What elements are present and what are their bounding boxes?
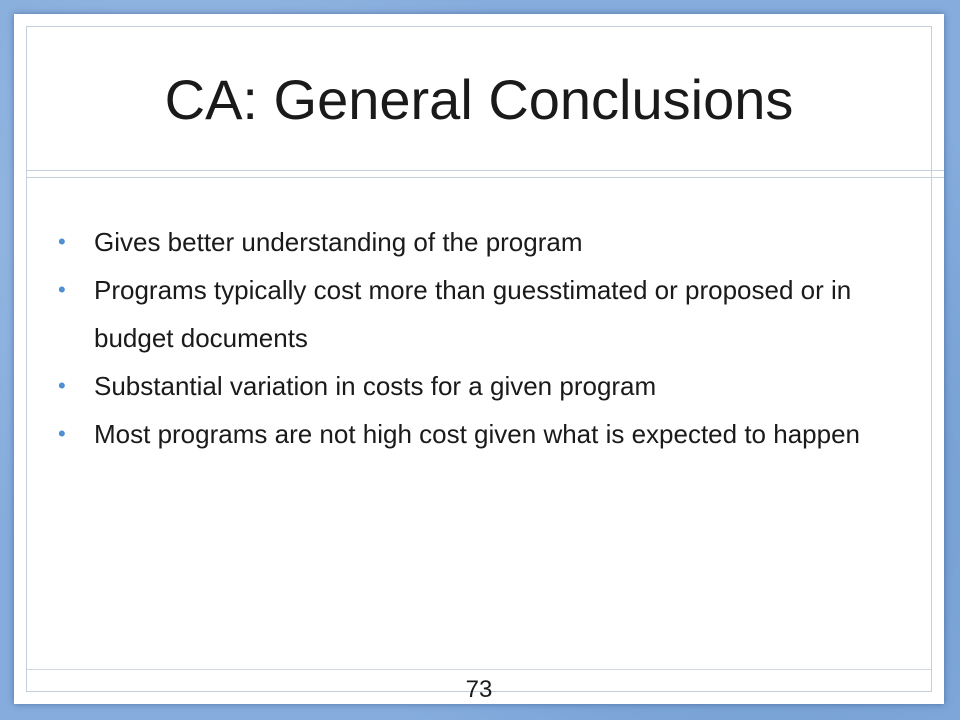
footer-divider <box>27 669 931 670</box>
bullet-list <box>58 218 898 458</box>
bullet-text: Gives better understanding of the program <box>94 227 583 257</box>
title-divider <box>27 170 944 171</box>
bullet-text: Most programs are not high cost given what is expected to happen <box>94 419 860 449</box>
bullet-icon: • <box>58 277 66 302</box>
bullet-text: Programs typically cost more than guesstimated or proposed or in budget documents <box>94 275 852 353</box>
bullet-icon: • <box>58 421 66 446</box>
bullet-item <box>58 410 898 458</box>
bullet-icon: • <box>58 229 66 254</box>
title-divider-secondary <box>27 177 944 178</box>
bullet-item <box>58 362 898 410</box>
bullet-text: Substantial variation in costs for a given program <box>94 371 657 401</box>
bullet-item <box>58 218 898 266</box>
bullet-item <box>58 266 898 362</box>
bullet-icon: • <box>58 373 66 398</box>
slide-title: CA: General Conclusions <box>164 68 794 131</box>
page-number: 73 <box>465 676 493 703</box>
slide-canvas <box>14 14 944 704</box>
